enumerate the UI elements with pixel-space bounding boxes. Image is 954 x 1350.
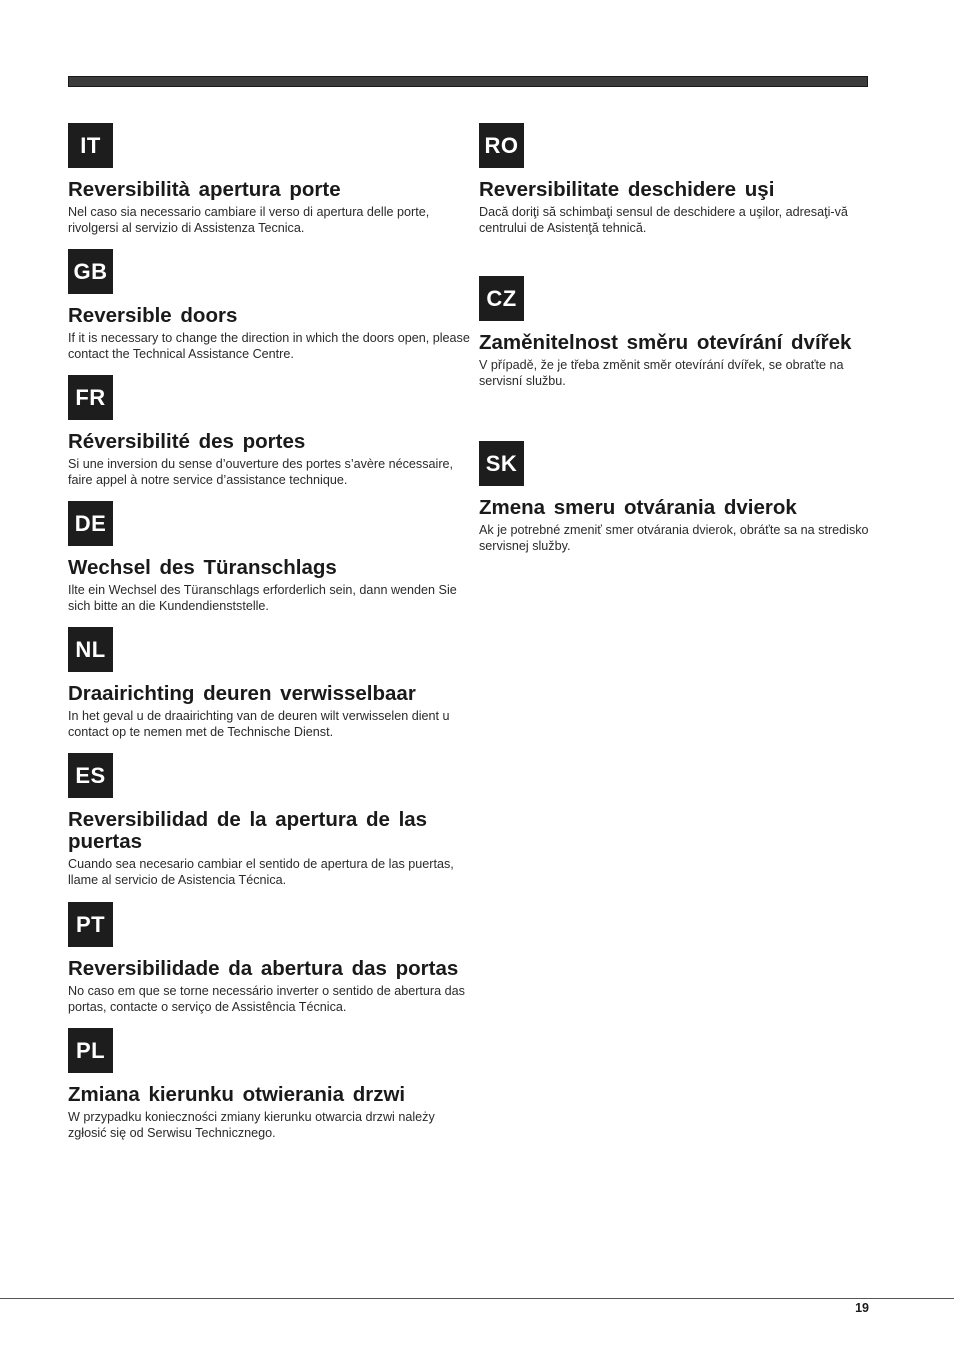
- language-badge: PT: [68, 902, 113, 947]
- section-gb: [68, 249, 473, 362]
- section-body: Dacă doriţi să schimbaţi sensul de deschidere a uşilor, adresaţi-vă centrului de Asistenţă tehnică.: [479, 205, 848, 235]
- section-body: V případě, že je třeba změnit směr otevírání dvířek, se obraťte na servisní službu.: [479, 358, 844, 388]
- section-es: [68, 753, 473, 888]
- section-body: Ilte ein Wechsel des Türanschlags erforderlich sein, dann wenden Sie sich bitte an die Kundendienststelle.: [68, 583, 457, 613]
- language-badge: NL: [68, 627, 113, 672]
- section-body: If it is necessary to change the direction in which the doors open, please contact the Technical Assistance Centre.: [68, 331, 470, 361]
- section-body: W przypadku konieczności zmiany kierunku otwarcia drzwi należy zgłosić się od Serwisu Technicznego.: [68, 1110, 435, 1140]
- language-badge: FR: [68, 375, 113, 420]
- language-badge: RO: [479, 123, 524, 168]
- language-badge: CZ: [479, 276, 524, 321]
- section-body: Ak je potrebné zmeniť smer otvárania dvierok, obráťte sa na stredisko servisnej služby.: [479, 523, 869, 553]
- section-body: Si une inversion du sense d’ouverture des portes s’avère nécessaire, faire appel à notre service d’assistance technique.: [68, 457, 454, 487]
- section-title: Reversibilidad de la apertura de las puertas: [68, 808, 428, 853]
- section-body: No caso em que se torne necessário inverter o sentido de abertura das portas, contacte o serviço de Assistência Técnica.: [68, 984, 465, 1014]
- section-cz: [479, 276, 879, 389]
- language-badge: ES: [68, 753, 113, 798]
- section-title: Reversibilitate deschidere uşi: [479, 178, 775, 201]
- section-nl: [68, 627, 473, 740]
- section-pl: [68, 1028, 473, 1141]
- section-de: [68, 501, 473, 614]
- section-body: Nel caso sia necessario cambiare il verso di apertura delle porte, rivolgersi al servizio di Assistenza Tecnica.: [68, 205, 430, 235]
- section-title: Zmiana kierunku otwierania drzwi: [68, 1083, 406, 1106]
- section-body: Cuando sea necesario cambiar el sentido de apertura de las puertas, llame al servicio de Asistencia Técnica.: [68, 857, 454, 887]
- section-title: Zmena smeru otvárania dvierok: [479, 496, 797, 519]
- section-title: Reversible doors: [68, 304, 238, 327]
- language-badge: SK: [479, 441, 524, 486]
- section-body: In het geval u de draairichting van de deuren wilt verwisselen dient u contact op te nemen met de Technische Dienst.: [68, 709, 450, 739]
- header-rule: [68, 76, 868, 87]
- language-badge: DE: [68, 501, 113, 546]
- section-title: Réversibilité des portes: [68, 430, 306, 453]
- section-fr: [68, 375, 473, 488]
- section-title: Reversibilità apertura porte: [68, 178, 341, 201]
- footer-rule: [0, 1298, 954, 1299]
- section-pt: [68, 902, 473, 1015]
- section-title: Wechsel des Türanschlags: [68, 556, 337, 579]
- language-badge: GB: [68, 249, 113, 294]
- language-badge: IT: [68, 123, 113, 168]
- page-number: 19: [855, 1301, 869, 1315]
- section-it: [68, 123, 473, 236]
- section-ro: [479, 123, 879, 236]
- section-title: Zaměnitelnost směru otevírání dvířek: [479, 331, 852, 354]
- section-title: Draairichting deuren verwisselbaar: [68, 682, 416, 705]
- language-badge: PL: [68, 1028, 113, 1073]
- section-sk: [479, 441, 879, 554]
- section-title: Reversibilidade da abertura das portas: [68, 957, 459, 980]
